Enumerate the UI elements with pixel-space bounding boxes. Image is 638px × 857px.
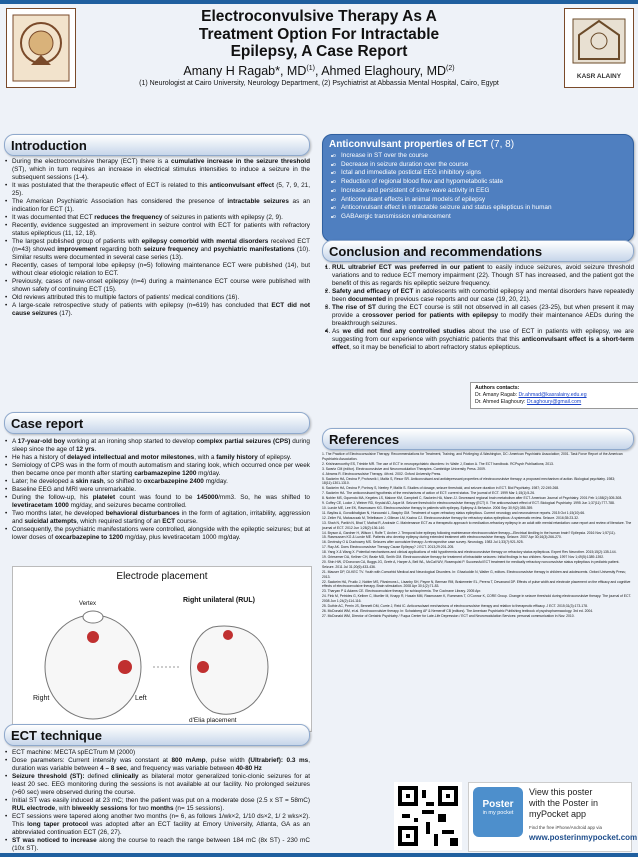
figure-rul-caption: Right unilateral (RUL)	[183, 597, 255, 604]
property-item: o • Increase and persistent of slow-wave activity in EEG	[341, 187, 627, 196]
list-item: • 3. The rise of ST during the ECT course is still not observed in all cases (23-25), but when present it may provide a crossover period for patients with epilepsy to modify their maintenance AEDs during the breakthrough seizures.	[332, 304, 634, 328]
conclusion-body	[322, 264, 634, 352]
title-line-1: Electroconvulsive Therapy As A	[201, 8, 437, 25]
title-line-2: Treatment Option For Intractable	[198, 25, 440, 43]
property-item: o • Anticonvulsant effect in intractable seizure and status epilepticus in human	[341, 204, 627, 213]
bottom-accent-bar	[0, 853, 638, 857]
figure-sub-caption: d'Elia placement	[189, 717, 237, 724]
reference-item: 9. Coffey CE, Lucke J, Weiner RD, Krystal AD, Aque M. Seizure threshold in electroconvulsive therapy (ECT) II. The anticonvulsant effect of ECT. Biological Psychiatry. 1995 Jun 1;37(11):777-788.	[322, 501, 615, 506]
poster-in-my-pocket-ad[interactable]	[468, 782, 638, 852]
case-report-heading: Case report	[4, 412, 310, 434]
list-item: • Consequently, the psychiatric manifestations were controlled, alongside with the epileptic seizures; but at lower doses of oxcarbazepine to 1200 mg/day, plus levetiracetam 1000 mg/day.	[12, 526, 310, 542]
reference-item: 1. The Practice of Electroconvulsive Therapy: Recommendations for Treatment, Training, and Privileging: A Washington, DC: American Psychiatric Association; 2001. Task Force Report of the American Psychiatric Association.	[322, 452, 623, 461]
property-item: o • GABAergic transmission enhancement	[341, 213, 627, 222]
reference-item: 21. Mauser DP, Cil-KEC TV. Youth with Comorbid Medical and Neurological Disorders. In: Ghaziuddin N, Walter G, editors. Electroconvulsive therapy in children and adolescents. Oxford University Press; 2013.	[322, 569, 626, 579]
case-report-body	[4, 438, 310, 542]
authors-contacts-box	[470, 382, 638, 409]
list-item: • It was postulated that the therapeutic effect of ECT is related to this anticonvulsant effect (5, 7, 9, 21, 25).	[12, 182, 310, 198]
reference-item: 17. Ray AK. Does Electroconvulsive Therapy Cause Epilepsy? J ECT. 2013;29:201-205.	[322, 545, 455, 550]
reference-item: 23. Tharyan P & Adams CE. Electroconvulsive therapy for schizophrenia. The Cochrane Library. 2005 Apr.	[322, 589, 482, 594]
reference-item: 7. Sackeim HA. The anticonvulsant hypothesis of the mechanisms of action of ECT: current status. The journal of ECT. 1999 Mar 1;15(1):5-26.	[322, 491, 536, 496]
contacts-label: Authors contacts:	[475, 385, 520, 391]
pocket-app-logo: Poster in my pocket	[473, 787, 523, 837]
conclusion-heading: Conclusion and recommendations	[322, 240, 634, 262]
figure-vertex-label: Vertex	[79, 601, 97, 607]
introduction-body	[4, 158, 310, 318]
figure-left-label: Left	[135, 695, 147, 702]
list-item: • 1. RUL ultrabrief ECT was preferred in our patient to easily induce seizures, avoid seizure threshold variations and to reduce ECT memory impairment (22). Though ST has increased, and the patient got the benefit of this as regards his epileptic seizure frequency.	[332, 264, 634, 288]
authors-line	[60, 64, 578, 78]
reference-item: 16. Devinsky O & Duchowny MS. Seizures after convulsive therapy: A retrospective case survey. Neurology. 1983 Jul 1;33(7):921-925.	[322, 540, 524, 545]
reference-item: 25. Duthie AC, Perrin JS, Bennett DM, Currie J, Reid IC. Anticonvulsant mechanisms of electroconvulsive therapy and relation to therapeutic efficacy. J ECT. 2015;31(3):173-178.	[322, 604, 588, 609]
affiliations: (1) Neurologist at Cairo University, Neurology Department, (2) Psychiatrist at Abbassia Mental Hospital, Cairo, Egypt	[139, 80, 499, 87]
list-item: • ST was noticed to increase along the course to reach the range between 184 mC (8x ST) - 230 mC (10x ST).	[12, 837, 310, 853]
list-item: • During the electroconvulsive therapy (ECT) there is a cumulative increase in the seizure threshold (ST), which in turn requires an increase in electrical stimulus intensities to induce a seizure in the subsequent sessions (1-4).	[12, 158, 310, 182]
list-item: • Dose parameters: Current intensity was constant at 800 mAmp, pulse width (Ultrabrief): 0.3 ms, duration was variable between 4 – 8 sec, and frequency was variable between 40-80 Hz	[12, 757, 310, 773]
reference-item: 20. Shin HW, O'Donovan CA, Boggs JG, Grefe A, Harper A, Bell WL, McCall WV, Rosenquist P. Successful ECT treatment for medically refractory nonconvulsive status epilepticus in pediatric patient. Seizure. 2011 Jul 31;20(6):433-436.	[322, 559, 620, 569]
reference-item: 3. Swartz CM (editor). Electroconvulsive and Neuromodulation Therapies. Cambridge University Press. 2009.	[322, 466, 486, 471]
figure-right-label: Right	[33, 695, 50, 702]
references-heading: References	[322, 428, 634, 450]
ect-technique-body	[4, 749, 310, 853]
author-2: , Ahmed Elaghoury, MD	[314, 64, 447, 78]
contact-email-1[interactable]: Dr.ahmad@kasralainy.edu.eg	[518, 392, 587, 398]
reference-item: 19. Griesemer DA, Kellner CH, Beale MD, Smith GM. Electroconvulsive therapy for treatment of intractable seizures: Initial findings in two children. Neurology. 1997 Nov 1;49(5):1389-1392.	[322, 555, 605, 560]
pocket-ad-small: Find the free iPhone/Android app via	[529, 825, 603, 830]
property-item: o • Decrease in seizure duration over the course	[341, 161, 627, 170]
list-item: • Semiology of CPS was in the form of mouth automatism and staring look, which occurred once per week then became once per month after starting carbamazepine 1200 mg/day.	[12, 462, 310, 478]
author-1: Amany H Ragab*, MD	[183, 64, 307, 78]
top-accent-bar	[0, 0, 638, 4]
introduction-heading: Introduction	[4, 134, 310, 156]
anticonvulsant-box	[322, 134, 634, 242]
reference-item: 26. McDonald WM, et al. Electroconvulsive therapy. In: Schatzberg AF & Nemeroff CB (editors). The American Psychiatric Publishing textbook of psychopharmacology. 3rd ed. 2004.	[322, 609, 594, 613]
electrode-placement-figure	[12, 566, 312, 732]
list-item: • Initial ST was easily induced at 23 mC; then the patient was put on a moderate dose (2.5 x ST = 58mC) RUL electrode, with biweekly sessions for two months (n= 15 sessions).	[12, 797, 310, 813]
list-item: • The American Psychiatric Association has considered the presence of intractable seizures as an indication for ECT (1).	[12, 198, 310, 214]
contact-line-1: Dr. Amany Ragab: Dr.ahmad@kasralainy.edu.eg	[475, 392, 587, 398]
contact-email-2[interactable]: Dr.aghoury@gmail.com	[526, 399, 582, 405]
list-item: • Previously, cases of new-onset epilepsy (n=4) during a maintenance ECT course were published with shown safety of continuing ECT (15).	[12, 278, 310, 294]
figure-title: Electrode placement	[116, 571, 208, 582]
list-item: • Two months later, he developed behavioral disturbances in the form of agitation, irritability, aggression and suicidal attempts, which required starting of an ECT course.	[12, 510, 310, 526]
reference-item: 10. Lunde ME, Lee EK, Rasmussen KG. Electroconvulsive therapy in patients with epilepsy. Epilepsy & Behavior. 2006 Sep 30;9(2):355-359.	[322, 505, 534, 510]
ect-technique-heading: ECT technique	[4, 724, 310, 746]
title-line-3: Epilepsy, A Case Report	[230, 43, 408, 60]
property-item: o • Ictal and immediate postictal EEG inhibitory signs	[341, 169, 627, 178]
poster-title	[90, 8, 548, 61]
conclusion-list	[322, 264, 634, 352]
property-item: o • Reduction of regional blood flow and hypometabolic state	[341, 178, 627, 187]
introduction-list	[4, 158, 310, 318]
list-item: • Recently, evidence suggested an improvement in seizure control with ECT for patients with refractory status epilepticus (11, 12, 18).	[12, 222, 310, 238]
reference-item: 12. Zeiler FA, Matuszczak M, Teitelbaum J, Gillman LM, Kazina CJ. Electroconvulsive therapy for refractory status epilepticus: A systematic review. Seizure. 2016;35:23-32.	[322, 515, 579, 520]
reference-item: 8. Nobler MS, Oquendo MA, Kegeles LS, Malone KM, Campbell C, Sackeim HA, Mann JJ. Decreased regional brain metabolism after ECT. American Journal of Psychiatry. 2001 Feb 1;158(2):305-308.	[322, 496, 623, 501]
list-item: • During the follow-up, his platelet count was found to be 145000/mm3. So, he was shifted to levetiracetam 1000 mg/day, and seizures became controlled.	[12, 494, 310, 510]
qr-code[interactable]	[394, 782, 462, 850]
list-item: • 4. As we did not find any controlled studies about the use of ECT in patients with epilepsy, we are suggesting from our experience with psychiatric patients that this anticonvulsant effect is a short-term effect, so it may be beneficial to abort refractory status epilepticus.	[332, 328, 634, 352]
reference-item: 24. Fink M, Petrides G, Kellner C, Mueller M, Knapp R, Husain MM, Rasmussen K, Rummans T, O'Connor K, CORE Group. Change in seizure threshold during electroconvulsive therapy. The journal of ECT. 2008 Jun 1;24(2):114-116.	[322, 594, 632, 604]
reference-item: 27. McDonald WM, Director of Geriatric Psychiatry / Fuqua Center for Late-Life Depression / ECT and Neuromodulation Services: personal communication in Nov. 2010.	[322, 613, 575, 618]
list-item: • Recently, cases of temporal lobe epilepsy (n=5) following maintenance ECT were published (14), but without clear etiologic relation to ECT.	[12, 262, 310, 278]
pocket-ad-url[interactable]: www.posterinmypocket.com	[529, 833, 638, 842]
reference-item: 5. Sackeim HA, Decina P, Prohovnik I, Malitz S, Resor SR. Anticonvulsant and antidepressant properties of electroconvulsive therapy: a proposed mechanism of action. Biological psychiatry. 1983; 18(11):1301-1310.	[322, 476, 616, 486]
list-item: • 2. Safety and efficacy of ECT in adolescents with comorbid epilepsy and mental disorders have repeatedly been documented in previous case reports and our case (19, 20, 21).	[332, 288, 634, 304]
reference-item: 4. Abrams R. Electroconvulsive Therapy. 4th ed. 2002. Oxford University Press.	[322, 471, 442, 476]
list-item: • ECT sessions were tapered along another two months (n= 6, as follows 1/wk×2, 1/10 ds×2, 1/ 2 wks×2). This long taper protocol was adopted after an ECT facility at Emory University, Atlanta, GA as an abbreviated continuation ECT (26, 27).	[12, 813, 310, 837]
reference-item: 13. Shah N, Parikh N, Bhat T, Mathai R, Andrade C. Maintenance ECT as a therapeutic approach to medication-refractory epilepsy in an adult with mental retardation: case report and review of literature. The journal of ECT. 2012 Jun 1;28(2):136-140.	[322, 520, 632, 530]
contact-line-2: Dr. Ahmed Elaghoury: Dr.aghoury@gmail.com	[475, 399, 582, 405]
reference-item: 6. Sackeim HA, Decina P, Portnoy S, Neeley P, Malitz S. Studies of dosage, seizure threshold, and seizure duration in ECT. Biol Psychiatry. 1987; 22:249-268.	[322, 486, 560, 491]
reference-item: 15. Rasmussen KG & Lunde ME. Patients who develop epilepsy during extended treatment with electroconvulsive therapy. Seizure. 2007 Apr 30;16(3):266-270.	[322, 535, 562, 540]
list-item: • Seizure threshold (ST): defined clinically as bilateral motor generalized tonic-clonic seizures for at least 20 sec. EEG monitoring during the sessions is not available at our facility. No prolonged seizures (>60 sec) were observed during the course.	[12, 773, 310, 797]
property-item: o • Anticonvulsant effects in animal models of epilepsy	[341, 196, 627, 205]
list-item: • Later; he developed a skin rash, so shifted to oxcarbazepine 2400 mg/day.	[12, 478, 310, 486]
ect-technique-list	[4, 749, 310, 853]
reference-item: 22. Sackeim HA, Prudic J, Nobler MS, Fitzsimons L, Lisanby SH, Payne N, Berman RM, Brakemeier EL, Perera T, Devanand DP. Effects of pulse width and electrode placement on the efficacy and cognitive effects of electroconvulsive therapy. Brain stimulation. 2008 Apr 30;1(2):71-83.	[322, 579, 631, 589]
case-report-list	[4, 438, 310, 542]
list-item: • ECT machine: MECTA spECTrum M (2000)	[12, 749, 310, 757]
list-item: • Baseline EEG and MRI were unremarkable.	[12, 486, 310, 494]
pocket-ad-text: View this poster with the Poster in myPocket app	[529, 787, 599, 819]
list-item: • A 17-year-old boy working at an ironing shop started to develop complex partial seizures (CPS) during sleep since the age of 12 yrs.	[12, 438, 310, 454]
author-1-sup: (1)	[306, 64, 315, 72]
references-list	[322, 452, 632, 619]
list-item: • The largest published group of patients with epilepsy comorbid with mental disorders received ECT (n=43) showed improvement regarding both seizure frequency and psychiatric manifestations (10). Similar results were documented in several case series (13).	[12, 238, 310, 262]
reference-item: 14. Bryson A, Gardner H, Wilson I, Rolfe T, Archer J. Temporal lobe epilepsy following maintenance electroconvulsive therapy—Electrical kindling in the human brain? Epilepsia. 2016 Nov 1;57(11).	[322, 530, 616, 535]
logo-caption: KASR ALAINY	[576, 73, 622, 80]
reference-item: 11. Bayliss A, Gorodkhaligian N, Hurcowski L, Basphy GM. Treatment of super-refractory status epilepticus. Current neurology and neuroscience reports. 2015 Oct 1;15(10):66.	[322, 510, 586, 515]
anticonvulsant-heading: Anticonvulsant properties of ECT (7, 8)	[329, 139, 515, 150]
anticonvulsant-list	[329, 152, 627, 222]
list-item: • It was documented that ECT reduces the frequency of seizures in patients with epilepsy (2, 9).	[12, 214, 310, 222]
property-item: o • Increase in ST over the course	[341, 152, 627, 161]
reference-item: 18. Yang X & Wang X. Potential mechanisms and clinical applications of mild hypothermia and electroconvulsive therapy on refractory status epilepticus. Expert Rev Neurother. 2015;15(2):135-144.	[322, 550, 617, 555]
list-item: • He has a history of delayed intellectual and motor milestones, with a family history of epilepsy.	[12, 454, 310, 462]
list-item: • A large-scale retrospective study of patients with epilepsy (n=619) has concluded that ECT did not cause seizures (17).	[12, 302, 310, 318]
reference-item: 2. Krishnamoorthy ES, Trimble MR. The use of ECT in neuropsychiatric disorders: In: Waite J, Easton A. The ECT handbook. RCPsych Publications; 2013.	[322, 461, 554, 466]
list-item: • Old reviews attributed this to multiple factors of patients' medical conditions (16).	[12, 294, 310, 302]
author-2-sup: (2)	[446, 64, 455, 72]
